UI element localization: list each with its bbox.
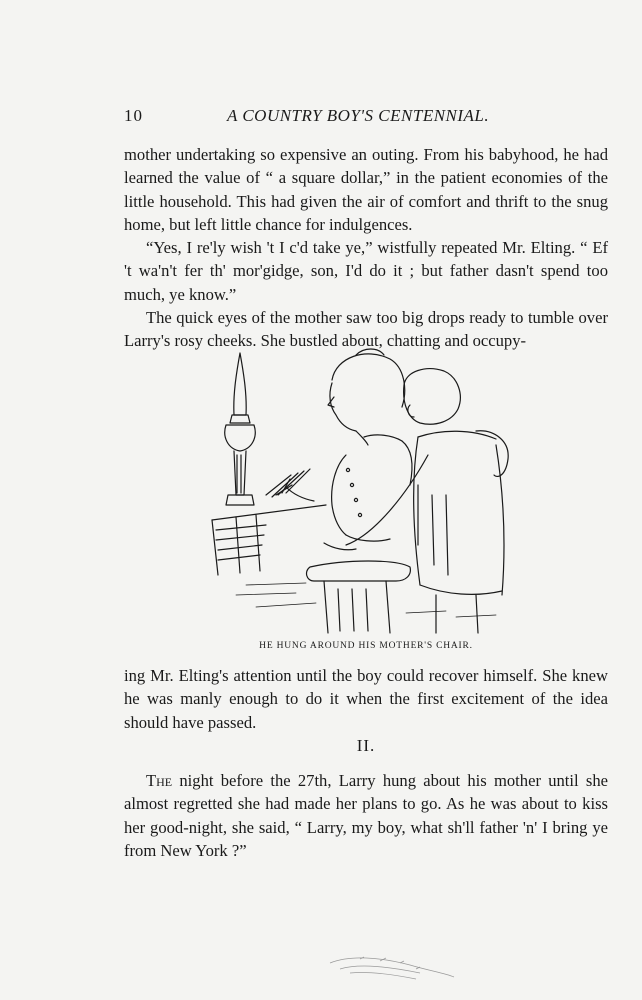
paragraph [124,769,608,862]
illustration-caption: HE HUNG AROUND HIS MOTHER'S CHAIR. [259,641,473,651]
table-drawing [212,469,326,575]
paragraph: The quick eyes of the mother saw too big drops ready to tumble over Larry's rosy cheeks. She bustled about, chatting and occupy- [124,308,608,351]
chair-drawing [307,561,411,633]
body-text-middle [124,664,608,734]
body-text-top [124,143,608,353]
oil-lamp-drawing [225,353,255,505]
running-title: A COUNTRY BOY'S CENTENNIAL. [227,106,490,125]
paragraph: ing Mr. Elting's attention until the boy could recover himself. She knew he was manly enough to do it when the first excitement of the idea should have passed. [124,666,608,732]
illustration-mother-and-boy [206,345,522,635]
boy-figure-drawing [346,369,508,633]
page-header [124,106,504,128]
ink-smudge [320,945,460,985]
paragraph: mother undertaking so expensive an outing. From his babyhood, he had learned the value of “ a square dollar,” in the patient economies of the little household. This had given the air of comfort and thrift to the snug home, but left little chance for indulgences. [124,145,608,234]
body-text-bottom [124,769,608,862]
paragraph: “Yes, I re'ly wish 't I c'd take ye,” wistfully repeated Mr. Elting. “ Ef 't wa'n't fer th' mor'gidge, son, I'd do it ; but father dasn't spend too much, ye know.” [124,238,608,304]
page-number: 10 [124,106,143,125]
paragraph-rest: night before the 27th, Larry hung about his mother until she almost regretted she had made her plans to go. As he was about to kiss her good-night, she said, “ Larry, my boy, what sh'll father 'n' I bring ye from New York ?” [124,771,608,860]
mother-figure-drawing [276,349,412,550]
lead-word: The [146,771,173,790]
section-heading: II. [356,736,376,755]
